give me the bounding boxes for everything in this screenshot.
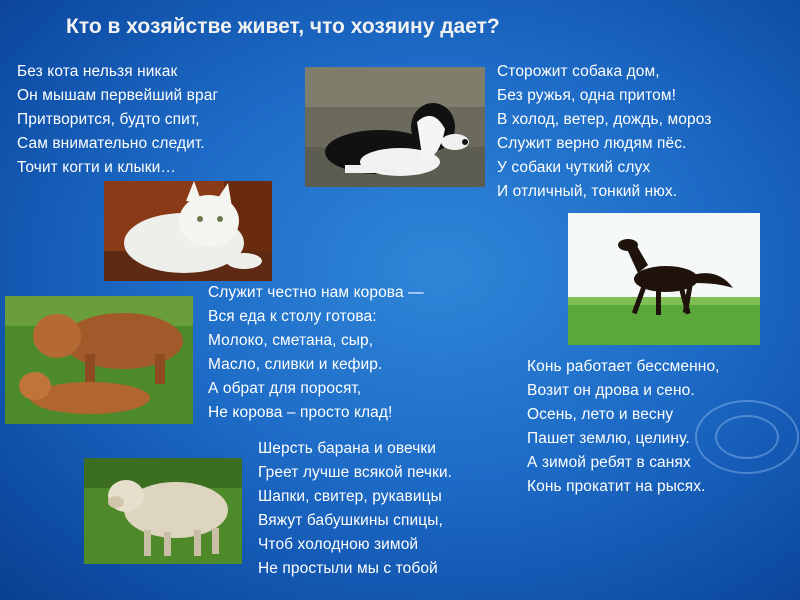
poem-line: Не корова – просто клад! (208, 404, 393, 421)
poem-line: Служит верно людям пёс. (497, 135, 687, 152)
dog-photo (305, 67, 485, 187)
poem-line: Вся еда к столу готова: (208, 308, 377, 325)
cows-photo (5, 296, 193, 424)
poem-line: Пашет землю, целину. (527, 430, 690, 447)
poem-line: Сам внимательно следит. (17, 135, 205, 152)
poem-line: Не простыли мы с тобой (258, 560, 438, 577)
dog-poem (497, 60, 711, 204)
poem-line: Точит когти и клыки… (17, 159, 177, 176)
poem-line: Осень, лето и весну (527, 406, 674, 423)
poem-line: Масло, сливки и кефир. (208, 356, 383, 373)
poem-line: Шапки, свитер, рукавицы (258, 488, 442, 505)
poem-line: Чтоб холодною зимой (258, 536, 419, 553)
poem-line: Без ружья, одна притом! (497, 87, 676, 104)
cow-poem (208, 281, 424, 425)
poem-line: У собаки чуткий слух (497, 159, 651, 176)
poem-line: Сторожит собака дом, (497, 63, 660, 80)
poem-line: Молоко, сметана, сыр, (208, 332, 374, 349)
sheep-photo (84, 458, 242, 564)
poem-line: А зимой ребят в санях (527, 454, 691, 471)
cat-photo (104, 181, 272, 281)
poem-line: Шерсть барана и овечки (258, 440, 437, 457)
poem-line: Он мышам первейший враг (17, 87, 219, 104)
poem-line: Греет лучше всякой печки. (258, 464, 453, 481)
cat-poem (17, 60, 218, 180)
poem-line: Конь прокатит на рысях. (527, 478, 706, 495)
poem-line: В холод, ветер, дождь, мороз (497, 111, 712, 128)
poem-line: Возит он дрова и сено. (527, 382, 695, 399)
poem-line: Служит честно нам корова — (208, 284, 424, 301)
poem-line: Без кота нельзя никак (17, 63, 178, 80)
horse-photo (568, 213, 760, 345)
poem-line: И отличный, тонкий нюх. (497, 183, 678, 200)
poem-line: Конь работает бессменно, (527, 358, 720, 375)
poem-line: Притворится, будто спит, (17, 111, 200, 128)
horse-poem (527, 355, 720, 499)
poem-line: Вяжут бабушкины спицы, (258, 512, 443, 529)
poem-line: А обрат для поросят, (208, 380, 362, 397)
page-title: Кто в хозяйстве живет, что хозяину дает? (66, 15, 500, 38)
sheep-poem (258, 437, 452, 581)
